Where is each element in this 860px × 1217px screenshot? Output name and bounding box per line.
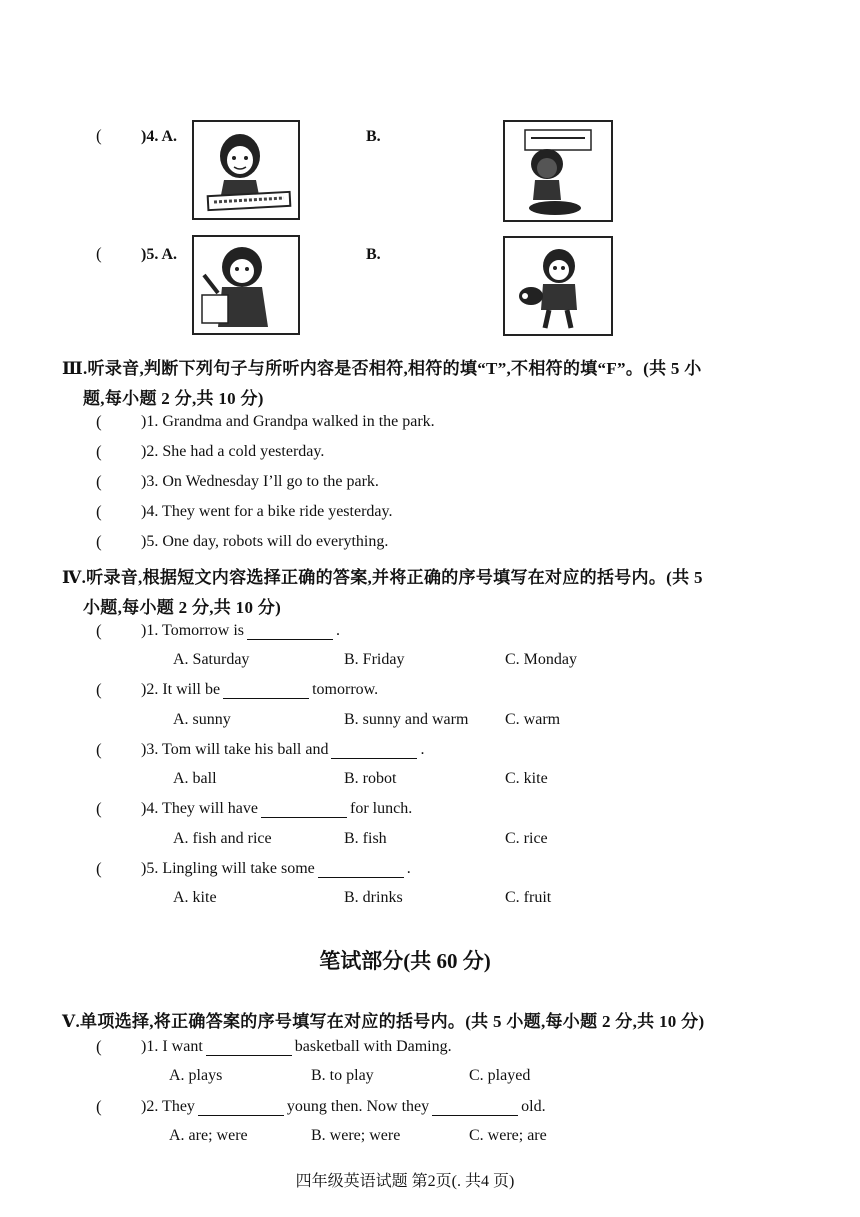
- picture-girl-drawing: [192, 120, 300, 220]
- option-a: A. ball: [173, 770, 217, 787]
- option-a: A. kite: [173, 889, 217, 906]
- option-b: B. sunny and warm: [344, 711, 469, 728]
- page-footer: 四年级英语试题 第2页(. 共4 页): [295, 1173, 515, 1190]
- s4-question-3: )3. Tom will take his ball and .: [141, 741, 425, 758]
- picture-boy-pingpong: [503, 236, 613, 336]
- s4-question-5: )5. Lingling will take some .: [141, 860, 411, 877]
- s5-question-1: )1. I want basketball with Daming.: [141, 1038, 452, 1055]
- written-part-title: 笔试部分(共 60 分): [319, 949, 491, 973]
- section-3-title-cont: 题,每小题 2 分,共 10 分): [83, 389, 264, 408]
- section-4-title: Ⅳ.听录音,根据短文内容选择正确的答案,并将正确的序号填写在对应的括号内。(共 5: [62, 568, 703, 587]
- answer-paren: (: [96, 442, 102, 461]
- answer-blank[interactable]: [198, 1115, 284, 1116]
- answer-paren: (: [96, 126, 102, 145]
- option-b: B. fish: [344, 830, 387, 847]
- s3-item-3: )3. On Wednesday I’ll go to the park.: [141, 473, 379, 490]
- answer-paren: (: [96, 1037, 102, 1056]
- option-c: C. rice: [505, 830, 548, 847]
- option-b: B. Friday: [344, 651, 405, 668]
- answer-blank[interactable]: [432, 1115, 518, 1116]
- s4-question-4: )4. They will have for lunch.: [141, 800, 413, 817]
- s4-question-2: )2. It will be tomorrow.: [141, 681, 379, 698]
- option-c: C. kite: [505, 770, 548, 787]
- option-a: A. are; were: [169, 1127, 248, 1144]
- option-b-label: B.: [366, 128, 381, 145]
- answer-paren: (: [96, 740, 102, 759]
- option-c: C. Monday: [505, 651, 577, 668]
- option-a: A. fish and rice: [173, 830, 272, 847]
- answer-paren: (: [96, 502, 102, 521]
- option-a: A. sunny: [173, 711, 231, 728]
- s3-item-4: )4. They went for a bike ride yesterday.: [141, 503, 393, 520]
- answer-blank[interactable]: [331, 758, 417, 759]
- option-a: A. Saturday: [173, 651, 250, 668]
- answer-paren: (: [96, 859, 102, 878]
- answer-blank[interactable]: [206, 1055, 292, 1056]
- answer-blank[interactable]: [261, 817, 347, 818]
- option-b: B. to play: [311, 1067, 374, 1084]
- s5-question-2: )2. They young then. Now they old.: [141, 1098, 546, 1115]
- option-a: A. plays: [169, 1067, 223, 1084]
- option-b: B. were; were: [311, 1127, 401, 1144]
- option-b: B. drinks: [344, 889, 403, 906]
- answer-paren: (: [96, 621, 102, 640]
- answer-paren: (: [96, 1097, 102, 1116]
- option-c: C. warm: [505, 711, 561, 728]
- s3-item-1: )1. Grandma and Grandpa walked in the park.: [141, 413, 435, 430]
- option-c: C. fruit: [505, 889, 552, 906]
- answer-paren: (: [96, 532, 102, 551]
- section-5-title: Ⅴ.单项选择,将正确答案的序号填写在对应的括号内。(共 5 小题,每小题 2 分,共 10 分): [62, 1012, 705, 1031]
- answer-paren: (: [96, 244, 102, 263]
- option-c: C. were; are: [469, 1127, 547, 1144]
- answer-paren: (: [96, 799, 102, 818]
- option-b: B. robot: [344, 770, 397, 787]
- picture-boy-cooking: [503, 120, 613, 222]
- section-3-title: Ⅲ.听录音,判断下列句子与所听内容是否相符,相符的填“T”,不相符的填“F”。(共 5 小: [62, 359, 702, 378]
- s3-item-2: )2. She had a cold yesterday.: [141, 443, 325, 460]
- s4-question-1: )1. Tomorrow is .: [141, 622, 341, 639]
- answer-paren: (: [96, 680, 102, 699]
- answer-paren: (: [96, 412, 102, 431]
- answer-blank[interactable]: [223, 698, 309, 699]
- question-number: )5. A.: [141, 246, 177, 263]
- answer-paren: (: [96, 472, 102, 491]
- section-4-title-cont: 小题,每小题 2 分,共 10 分): [83, 598, 282, 617]
- option-b-label: B.: [366, 246, 381, 263]
- option-c: C. played: [469, 1067, 531, 1084]
- s3-item-5: )5. One day, robots will do everything.: [141, 533, 389, 550]
- answer-blank[interactable]: [318, 877, 404, 878]
- picture-girl-waving: [192, 235, 300, 335]
- answer-blank[interactable]: [247, 639, 333, 640]
- question-number: )4. A.: [141, 128, 177, 145]
